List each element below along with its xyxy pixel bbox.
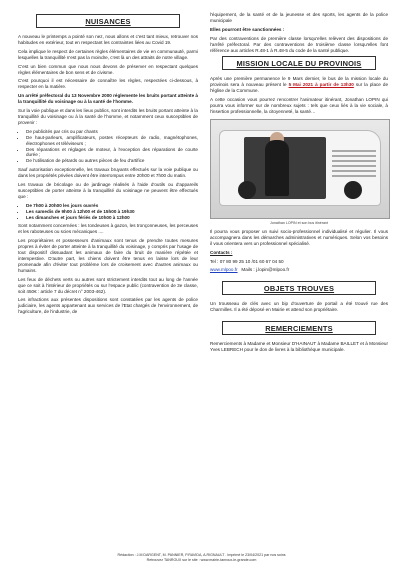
paragraph: Après une première permanence le 9 Mars dernier, le bus de la mission locale du provinois sera à nouveau présent le 5 Mai 2021 à partir de 13h30 sur la place de l'église de la Commune. [210, 76, 388, 94]
paragraph: Les infractions aux présentes dispositions sont constatées par les agents de police judiciaire, les agents appartenant aux services de l'Etat chargés de l'environnement, de l'agriculture, de l'industrie, de [18, 297, 198, 315]
contacts-label: Contacts : [210, 249, 233, 255]
list-item: • De publicités par cris ou par chants [26, 129, 198, 135]
person-figure [265, 140, 289, 196]
list-item: • De haut-parleurs, amplificateurs, postes récepteurs de radio, magnétophones, électrophones et téléviseurs ; [26, 135, 198, 147]
paragraph: C'est un bien commun que nous nous devons de préserver en respectant quelques règles élémentaires de bon sens et de civisme. [18, 63, 198, 75]
list-item: • Les dimanches et jours fériés de 10h00 à 12h00 [26, 215, 198, 221]
list-item: • De l'utilisation de pétards ou autres pièces de feu d'artifice [26, 158, 198, 164]
paragraph: Les travaux de bricolage ou de jardinage réalisés à l'aide d'outils ou d'appareils susceptibles de porter atteinte à la tranquillité du voisinage ne peuvent être effectués que : [18, 182, 198, 199]
footer [0, 553, 403, 562]
list-item: • Les samedis de 9h00 à 12h00 et de 15h00 à 19h30 [26, 209, 198, 215]
bus-photo [210, 119, 390, 219]
paragraph: Il pourra vous proposer un suivi socio-professionnel individualisé et régulier. Il vous accompagnera dans les démarches administratives et numériques. Selon vos besoins il vous orientera vers un professionnel spécialisé. [210, 228, 388, 246]
paragraph: Remerciements à Madame et Monsieur D'HAINAUT à Madame BAILLET et à Monsieur Yves LEBRECH pour le don de livres à la bibliothèque municipale. [210, 341, 388, 353]
van-image [219, 130, 381, 206]
paragraph: Sont notamment concernées : les tondeuses à gazon, les tronçonneuses, les perceuses et les raboteuses ou scies mécaniques .... [18, 223, 198, 235]
website-link[interactable]: www.mlpoo.fr [210, 267, 238, 273]
section-title-mission-locale: MISSION LOCALE DU PROVINOIS [222, 56, 376, 70]
noise-source-list [18, 129, 198, 164]
hours-list [18, 203, 198, 221]
paragraph: Sur la voie publique et dans les lieux publics, sont interdits les bruits portant atteinte à la tranquillité du voisinage ou à la santé de l'homme, et notamment ceux susceptibles de provenir : [18, 108, 198, 125]
contact-mail: Mails : j.lopin@mlpoo.fr [241, 267, 290, 273]
paragraph: Les feux de déchets verts ou autres sont strictement interdits tout au long de l'année que ce soit à l'intérieur de propriétés ou sur l'espace public (contravention de 3e classe, soit 450€ : article 7 du décret n° 2003-462). [18, 276, 198, 294]
footer-credits: Rédaction : J.M DARGENT, M. PANNIER, P.RAVIDA, A.RIGNAULT . Imprimé le 23/04/2021 par nos soins [117, 553, 286, 557]
event-date: 5 Mai 2021 à partir de 13h30 [288, 82, 354, 88]
section-title-remerciements: REMERCIEMENTS [222, 321, 376, 335]
paragraph: C'est pourquoi il est nécessaire de connaître les règles, respectées ci-dessous, à respecter en la matière. [18, 78, 198, 90]
paragraph: A nouveau le printemps a pointé son nez, nous allons et c'est tant mieux, retrouver nos habitudes en extérieur, tout en respectant les contraintes liées au Covid 19. [18, 34, 198, 45]
contact-tel: Tel : 07 80 99 25 10 /01 60 67 04 50 [210, 258, 284, 264]
paragraph: Sauf autorisation exceptionnelle, les travaux bruyants effectués sur la voie publique ou dans les propriétés privées doivent être interrompus entre 20h00 et 7h00 du matin. [18, 167, 198, 179]
photo-caption: Jonathan LOPIN et son bus itinérant [270, 220, 328, 225]
contact-web [210, 267, 388, 273]
paragraph: A cette occasion vous pourrez rencontrer l'animateur itinérant, Jonathan LOPIN qui pourra vous informer sur de nombreux sujets : tels que ceux liés à la vie sociale, à l'insertion professionnelle, la citoyenneté, la santé… [210, 97, 388, 114]
paragraph-bold: Un arrêté préfectoral du 13 Novembre 2000 réglemente les bruits portant atteinte à la tranquillité du voisinage ou à la santé de l'homme. [18, 93, 198, 105]
paragraph: Par des contraventions de première classe lorsqu'elles relèvent des dispositions de l'arrêté préfectoral. Par des contraventions de troisième classe lorsqu'elles font référence aux articles R.48-1 à R.48-5 du code de la santé publique. [210, 35, 388, 53]
left-column [18, 12, 198, 318]
paragraph: l'équipement, de la santé et de la jeunesse et des sports, les agents de la police municipale [210, 12, 388, 23]
paragraph: Les propriétaires et possesseurs d'animaux sont tenus de prendre toutes mesures propres à éviter de porter atteinte à la tranquillité du voisinage, y compris par l'usage de tout dispositif dissuadant les animaux de faire du bruit de manière répétée et intempestive. D'autre part, les chiens doivent être tenus en laisse lors de leur promenade afin d'éviter tout problème lors de croisement avec d'autres animaux ou humains. [18, 238, 198, 273]
paragraph: Un trousseau de clés avec un bip d'ouverture de portail a été trouvé rue des Charmilles. Il a été déposé en Mairie et attend son propriétaire. [210, 301, 388, 313]
footer-site: Retrouvez TANROUX sur le site : www.mairie-tanroux-le-grande.com [146, 557, 257, 562]
section-title-nuisances: NUISANCES [36, 14, 180, 28]
list-item: • Des réparations et réglages de moteur, à l'exception des réparations de courte durée ; [26, 147, 198, 159]
paragraph: Cela implique le respect de certaines règles élémentaires de vie en communauté, parmi lesquelles la tranquillité n'est pas la moindre, c'est là un des attraits de notre village. [18, 48, 198, 60]
paragraph-bold: Elles pourront être sanctionnées : [210, 26, 285, 32]
list-item: • De 7h00 à 20h00 les jours ouvrés [26, 203, 198, 209]
section-title-objets-trouves: OBJETS TROUVES [222, 281, 376, 295]
right-column [210, 12, 388, 356]
